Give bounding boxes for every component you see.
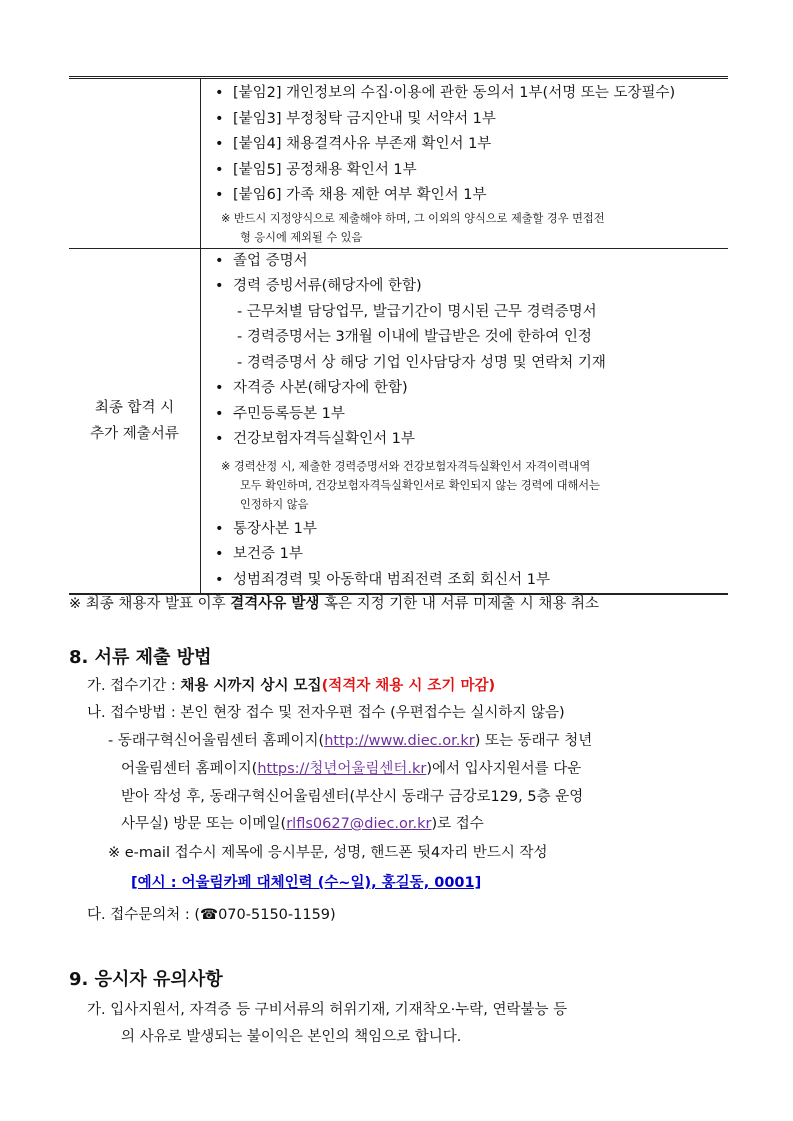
method-detail-text: ) 또는 동래구 청년 <box>474 733 593 749</box>
table-label-cell <box>69 248 201 594</box>
email-link[interactable]: rlfls0627@diec.or.kr <box>286 816 432 832</box>
cancellation-note-suffix: 혹은 지정 기한 내 서류 미제출 시 채용 취소 <box>319 596 599 612</box>
list-item: • 자격증 사본(해당자에 한함) <box>211 376 728 402</box>
table-content-cell <box>201 248 729 594</box>
method-detail-line2 <box>121 757 581 778</box>
homepage-link-2[interactable]: https://청년어울림센터.kr <box>257 761 427 777</box>
sub-item: - 근무처별 담당업무, 발급기간이 명시된 근무 경력증명서 <box>237 303 597 320</box>
table-content-cell <box>201 78 729 249</box>
cancellation-note-prefix: ※ 최종 채용자 발표 이후 <box>69 596 231 612</box>
list-item: • 성범죄경력 및 아동학대 범죄전력 조회 회신서 1부 <box>211 568 728 594</box>
section9-title: 9. 응시자 유의사항 <box>69 969 223 990</box>
career-note-line2: 모두 확인하며, 건강보험자격득실확인서로 확인되지 않는 경력에 대해서는 <box>240 478 600 492</box>
list-item: • [붙임2] 개인정보의 수집·이용에 관한 동의서 1부(서명 또는 도장필수) <box>211 81 728 107</box>
documents-table <box>69 76 728 595</box>
career-note-line1: ※ 경력산정 시, 제출한 경력증명서와 건강보험자격득실확인서 자격이력내역 <box>221 459 591 473</box>
list-item: • [붙임3] 부정청탁 금지안내 및 서약서 1부 <box>211 107 728 133</box>
notice-line1: 가. 입사지원서, 자격증 등 구비서류의 허위기재, 기재착오·누락, 연락불능 등 <box>87 1002 568 1018</box>
period-red: (적격자 채용 시 조기 마감) <box>321 678 496 694</box>
career-note <box>211 453 728 517</box>
homepage-link-1[interactable]: http://www.diec.or.kr <box>324 733 475 749</box>
method-detail-text: )로 접수 <box>431 816 484 832</box>
list-item: • 졸업 증명서 <box>211 249 728 275</box>
list-item: • [붙임4] 채용결격사유 부존재 확인서 1부 <box>211 132 728 158</box>
cancellation-note-bold: 결격사유 발생 <box>230 596 320 612</box>
notice-line2: 의 사유로 발생되는 불이익은 본인의 책임으로 합니다. <box>121 1029 462 1045</box>
period-line <box>87 674 495 695</box>
list-item: • 건강보험자격득실확인서 1부 <box>211 427 728 453</box>
form-note <box>211 209 728 247</box>
list-item: • 주민등록등본 1부 <box>211 402 728 428</box>
list-item: • 경력 증빙서류(해당자에 한함) <box>211 274 728 300</box>
method-detail-text: )에서 입사지원서를 다운 <box>426 761 582 777</box>
method-detail-line1 <box>108 729 592 750</box>
table-row <box>69 248 728 594</box>
table-label-cell-empty <box>69 78 201 249</box>
contact-line: 다. 접수문의처 : (☎070-5150-1159) <box>87 907 336 923</box>
period-bold: 채용 시까지 상시 모집 <box>180 678 322 694</box>
period-label: 가. 접수기간 : <box>87 678 181 694</box>
email-subject-note: ※ e-mail 접수시 제목에 응시부문, 성명, 핸드폰 뒷4자리 반드시 작성 <box>108 845 548 861</box>
section8-title: 8. 서류 제출 방법 <box>69 647 212 668</box>
method-line: 나. 접수방법 : 본인 현장 접수 및 전자우편 접수 (우편접수는 실시하지 않음) <box>87 705 565 721</box>
email-subject-example: [예시 : 어울림카페 대체인력 (수~일), 홍길동, 0001] <box>131 875 482 891</box>
label-line2: 추가 제출서류 <box>90 425 179 442</box>
form-note-line2: 형 응시에 제외될 수 있음 <box>240 230 363 244</box>
list-item: • 통장사본 1부 <box>211 517 728 543</box>
method-detail-line3: 받아 작성 후, 동래구혁신어울림센터(부산시 동래구 금강로129, 5층 운영 <box>121 789 584 805</box>
method-detail-text: 사무실) 방문 또는 이메일( <box>121 816 287 832</box>
list-item: • 보건증 1부 <box>211 542 728 568</box>
table-row <box>69 78 728 249</box>
method-detail-line4 <box>121 812 484 833</box>
cancellation-note <box>69 592 599 613</box>
sub-item: - 경력증명서 상 해당 기업 인사담당자 성명 및 연락처 기재 <box>237 354 606 371</box>
method-detail-text: - 동래구혁신어울림센터 홈페이지( <box>108 733 325 749</box>
list-item: • [붙임6] 가족 채용 제한 여부 확인서 1부 <box>211 183 728 209</box>
list-item: • [붙임5] 공정채용 확인서 1부 <box>211 158 728 184</box>
sub-item: - 경력증명서는 3개월 이내에 발급받은 것에 한하여 인정 <box>237 329 592 345</box>
career-note-line3: 인정하지 않음 <box>240 497 309 511</box>
form-note-line1: ※ 반드시 지정양식으로 제출해야 하며, 그 이외의 양식으로 제출할 경우 면접전 <box>221 211 605 225</box>
label-line1: 최종 합격 시 <box>94 399 175 416</box>
method-detail-text: 어울림센터 홈페이지( <box>121 761 258 777</box>
